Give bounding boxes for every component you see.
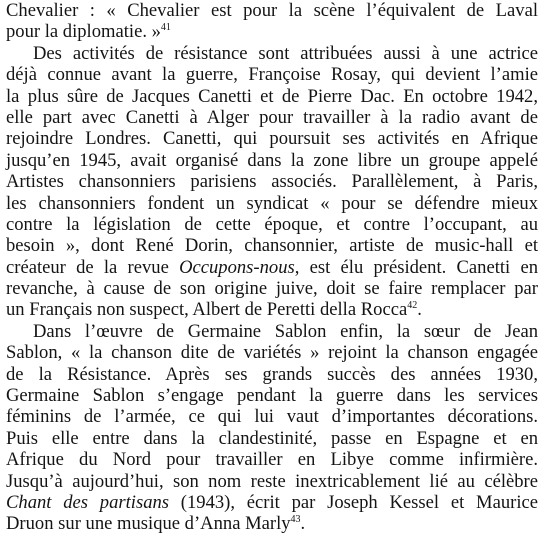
text-line xyxy=(6,342,538,363)
text-run: . xyxy=(417,299,422,321)
text-run: un Français non suspect, Albert de Peretti della Rocca xyxy=(6,299,408,321)
text-line xyxy=(6,214,538,235)
text-run: Des activités de résistance sont attribuées aussi à une actrice xyxy=(33,42,538,64)
text-run: jusqu’en 1945, avait organisé dans la zone libre un groupe appelé xyxy=(6,149,538,171)
text-run: Germaine Sablon s’engage pendant la guerre dans les services xyxy=(6,385,538,407)
text-run: (1943), écrit par Joseph Kessel et Maurice xyxy=(169,491,538,513)
text-line xyxy=(6,21,538,42)
text-line xyxy=(6,107,538,128)
text-run: Dans l’œuvre de Germaine Sablon enfin, la sœur de Jean xyxy=(33,320,538,342)
paragraph xyxy=(6,0,538,43)
text-line xyxy=(6,235,538,256)
text-line xyxy=(6,492,538,513)
text-run: Druon sur une musique d’Anna Marly xyxy=(6,513,291,535)
text-line xyxy=(6,385,538,406)
text-run: créateur de la revue xyxy=(6,256,180,278)
text-line xyxy=(6,471,538,492)
text-line xyxy=(6,43,538,64)
text-run: pour la diplomatie. » xyxy=(6,21,161,43)
paragraph xyxy=(6,321,538,535)
text-line xyxy=(6,257,538,278)
footnote-ref: 43 xyxy=(290,514,301,526)
text-line xyxy=(6,128,538,149)
text-line xyxy=(6,428,538,449)
text-run: les chansonniers fondent un syndicat « pour se défendre mieux xyxy=(6,192,538,214)
text-line xyxy=(6,449,538,470)
text-line xyxy=(6,321,538,342)
text-line xyxy=(6,150,538,171)
document-page xyxy=(6,0,538,535)
text-line xyxy=(6,513,538,534)
text-run: Sablon, « la chanson dite de variétés » rejoint la chanson engagée xyxy=(6,342,538,364)
text-run: Artistes chansonniers parisiens associés. Parallèlement, à Paris, xyxy=(6,171,538,193)
text-line xyxy=(6,86,538,107)
text-run: la plus sûre de Jacques Canetti et de Pierre Dac. En octobre 1942, xyxy=(6,85,538,107)
text-line xyxy=(6,299,538,320)
paragraph xyxy=(6,43,538,321)
text-line xyxy=(6,0,538,21)
text-run: déjà connue avant la guerre, Françoise Rosay, qui devient l’amie xyxy=(6,64,538,86)
text-line xyxy=(6,406,538,427)
text-line xyxy=(6,364,538,385)
text-line xyxy=(6,171,538,192)
text-run: revanche, à cause de son origine juive, doit se faire remplacer par xyxy=(6,278,538,300)
text-run: . xyxy=(300,513,306,535)
text-run: contre la législation de cette époque, et contre l’occupant, au xyxy=(6,213,538,235)
text-run: de la Résistance. Après ses grands succès des années 1930, xyxy=(6,363,538,385)
text-run: Chevalier : « Chevalier est pour la scène l’équivalent de Laval xyxy=(6,0,538,21)
text-run: féminins de l’armée, ce qui lui vaut d’importantes décorations. xyxy=(6,406,538,428)
text-run: Jusqu’à aujourd’hui, son nom reste inextricablement lié au célèbre xyxy=(6,470,538,492)
italic-title: Occupons-nous xyxy=(179,256,295,278)
text-line xyxy=(6,278,538,299)
text-run: , est élu président. Canetti en xyxy=(294,256,538,278)
footnote-ref: 41 xyxy=(160,22,171,34)
footnote-ref: 42 xyxy=(407,300,418,312)
text-run: elle part avec Canetti à Alger pour travailler à la radio avant de xyxy=(6,106,538,128)
text-run: besoin », dont René Dorin, chansonnier, artiste de music-hall et xyxy=(6,235,538,257)
text-line xyxy=(6,193,538,214)
text-run: Puis elle entre dans la clandestinité, passe en Espagne et en xyxy=(6,427,538,449)
text-run: Afrique du Nord pour travailler en Libye comme infirmière. xyxy=(6,449,538,471)
text-run: rejoindre Londres. Canetti, qui poursuit ses activités en Afrique xyxy=(6,128,538,150)
italic-title: Chant des partisans xyxy=(6,491,170,513)
text-line xyxy=(6,64,538,85)
